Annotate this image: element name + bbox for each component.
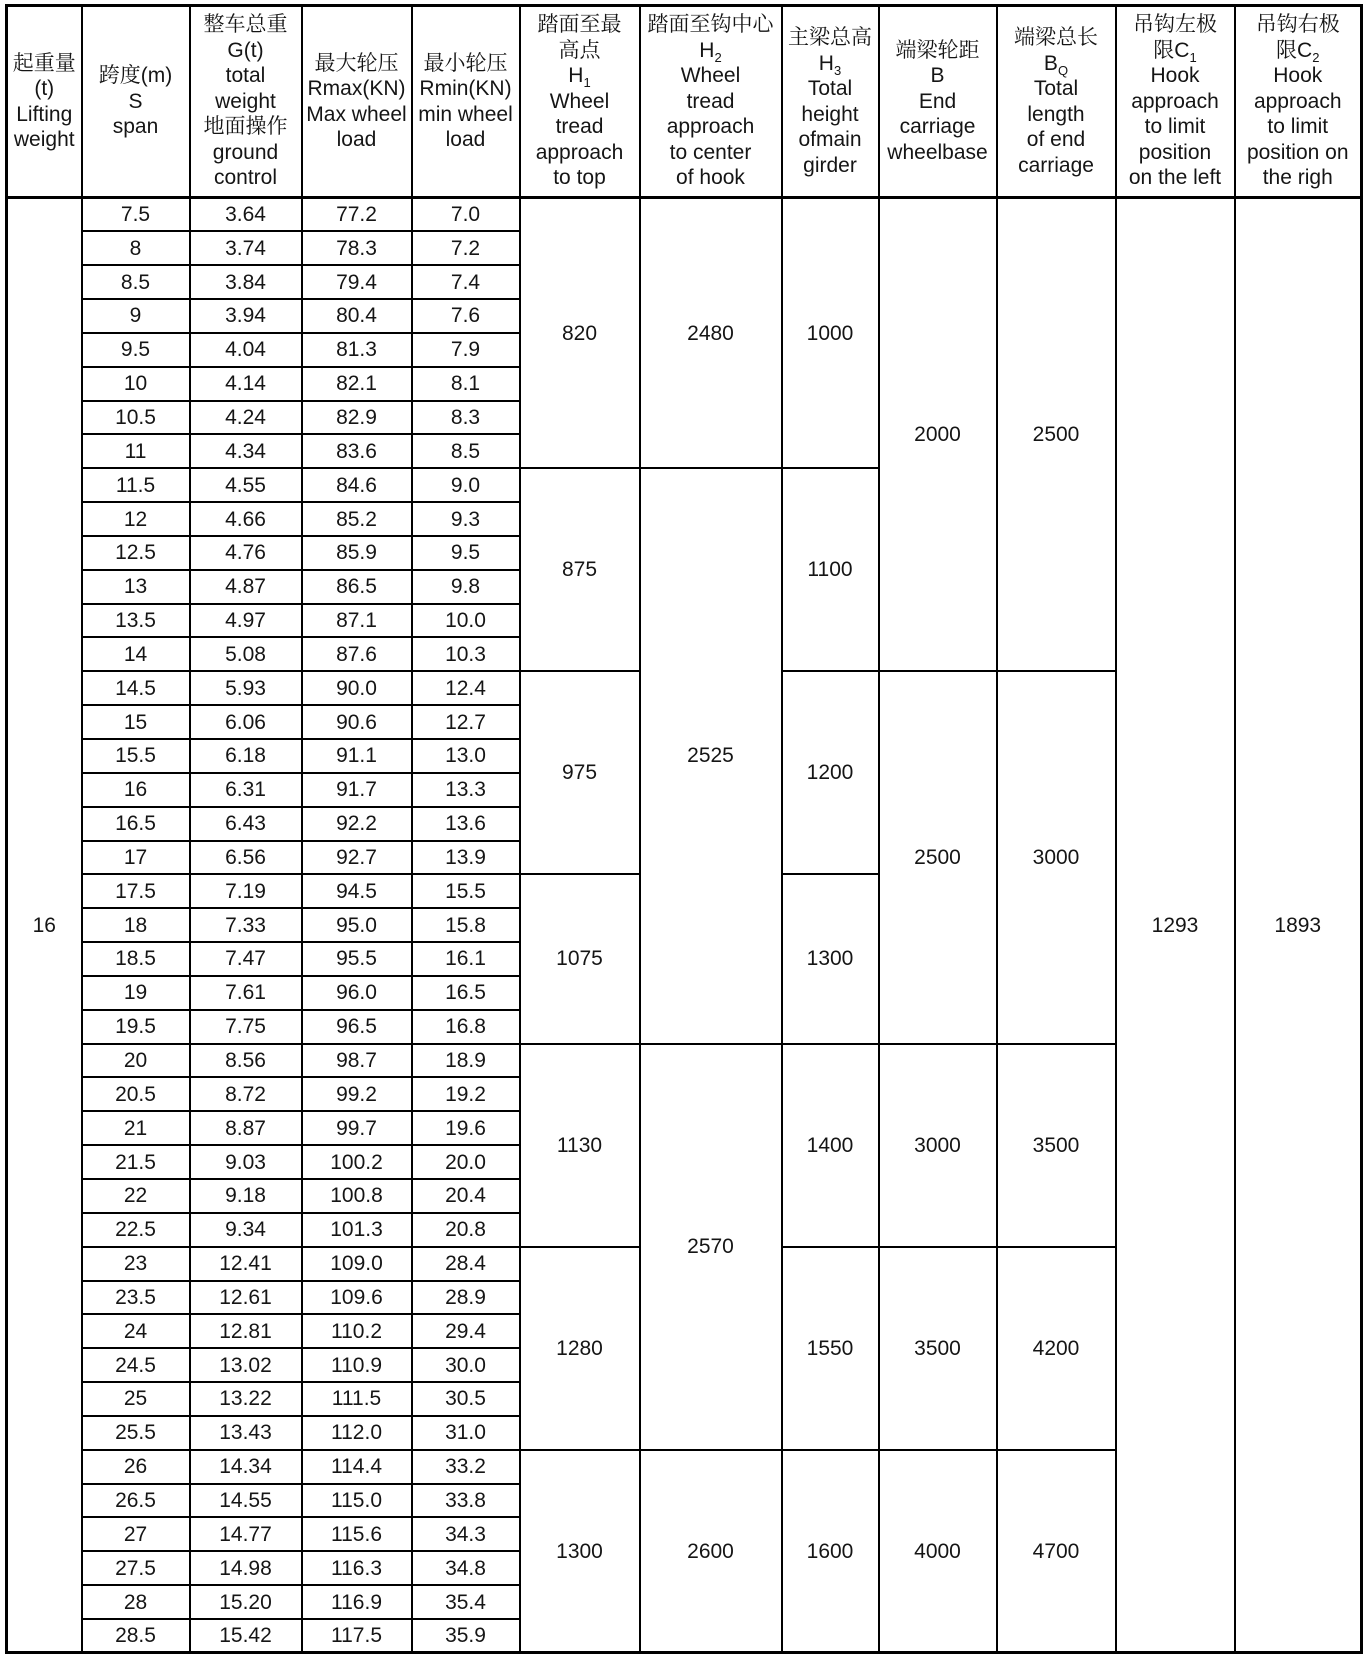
cell-weight: 4.97 (190, 604, 302, 638)
cell-rmin: 13.3 (412, 773, 520, 807)
cell-rmin: 10.0 (412, 604, 520, 638)
cell-rmax: 115.6 (302, 1517, 412, 1551)
cell-weight: 13.02 (190, 1348, 302, 1382)
cell-rmax: 92.7 (302, 841, 412, 875)
cell-h3: 1000 (782, 198, 879, 469)
cell-span: 11 (82, 434, 190, 468)
cell-weight: 3.74 (190, 231, 302, 265)
cell-rmax: 78.3 (302, 231, 412, 265)
cell-rmax: 85.9 (302, 536, 412, 570)
cell-weight: 5.93 (190, 671, 302, 705)
header-span: 跨度(m) S span (82, 6, 190, 198)
cell-h2: 2570 (640, 1044, 782, 1450)
cell-bq: 3000 (997, 671, 1116, 1043)
cell-rmin: 29.4 (412, 1314, 520, 1348)
cell-weight: 12.81 (190, 1314, 302, 1348)
cell-weight: 4.66 (190, 502, 302, 536)
cell-rmin: 28.4 (412, 1247, 520, 1281)
cell-weight: 14.98 (190, 1551, 302, 1585)
cell-span: 21 (82, 1111, 190, 1145)
cell-rmax: 85.2 (302, 502, 412, 536)
cell-rmax: 109.6 (302, 1281, 412, 1315)
cell-rmax: 90.0 (302, 671, 412, 705)
cell-rmax: 86.5 (302, 570, 412, 604)
cell-span: 19.5 (82, 1010, 190, 1044)
cell-weight: 12.61 (190, 1281, 302, 1315)
cell-weight: 13.43 (190, 1416, 302, 1450)
cell-span: 16 (82, 773, 190, 807)
cell-rmax: 77.2 (302, 198, 412, 232)
cell-lifting: 16 (7, 198, 82, 1653)
cell-b: 4000 (879, 1450, 997, 1653)
cell-h3: 1100 (782, 468, 879, 671)
cell-rmax: 94.5 (302, 874, 412, 908)
header-h2: 踏面至钩中心 $H_2$ Wheel tread approach to center of hook (640, 6, 782, 198)
cell-weight: 6.56 (190, 841, 302, 875)
table-header (7, 6, 1362, 198)
cell-rmax: 90.6 (302, 705, 412, 739)
cell-weight: 15.42 (190, 1619, 302, 1653)
cell-rmin: 35.9 (412, 1619, 520, 1653)
header-b: 端梁轮距 B End carriage wheelbase (879, 6, 997, 198)
cell-h3: 1600 (782, 1450, 879, 1653)
cell-rmax: 115.0 (302, 1484, 412, 1518)
cell-weight: 6.31 (190, 773, 302, 807)
cell-h1: 1300 (520, 1450, 640, 1653)
cell-weight: 14.77 (190, 1517, 302, 1551)
header-c2: 吊钩右极 限$C_2$ Hook approach to limit position on the righ (1235, 6, 1362, 198)
header-lifting: 起重量 (t) Lifting weight (7, 6, 82, 198)
cell-span: 26 (82, 1450, 190, 1484)
cell-rmin: 8.3 (412, 401, 520, 435)
cell-span: 23.5 (82, 1281, 190, 1315)
cell-h3: 1550 (782, 1247, 879, 1450)
cell-span: 14 (82, 637, 190, 671)
cell-span: 28.5 (82, 1619, 190, 1653)
header-c1: 吊钩左极 限$C_1$ Hook approach to limit position on the left (1116, 6, 1235, 198)
cell-span: 16.5 (82, 807, 190, 841)
cell-span: 23 (82, 1247, 190, 1281)
cell-rmin: 9.3 (412, 502, 520, 536)
cell-weight: 7.33 (190, 908, 302, 942)
cell-h1: 1075 (520, 874, 640, 1043)
cell-rmin: 18.9 (412, 1044, 520, 1078)
cell-span: 12 (82, 502, 190, 536)
cell-rmin: 30.0 (412, 1348, 520, 1382)
cell-weight: 14.55 (190, 1484, 302, 1518)
cell-rmax: 116.3 (302, 1551, 412, 1585)
cell-weight: 7.47 (190, 942, 302, 976)
cell-rmin: 9.0 (412, 468, 520, 502)
cell-bq: 3500 (997, 1044, 1116, 1247)
cell-rmax: 96.0 (302, 976, 412, 1010)
cell-rmin: 33.2 (412, 1450, 520, 1484)
header-bq: 端梁总长 $B_Q$ Total length of end carriage (997, 6, 1116, 198)
cell-span: 9 (82, 299, 190, 333)
cell-rmin: 7.2 (412, 231, 520, 265)
cell-rmin: 31.0 (412, 1416, 520, 1450)
cell-weight: 3.94 (190, 299, 302, 333)
cell-rmax: 82.9 (302, 401, 412, 435)
cell-bq: 4200 (997, 1247, 1116, 1450)
cell-rmin: 34.8 (412, 1551, 520, 1585)
cell-c1: 1293 (1116, 198, 1235, 1653)
cell-weight: 8.87 (190, 1111, 302, 1145)
cell-span: 7.5 (82, 198, 190, 232)
cell-span: 9.5 (82, 333, 190, 367)
cell-weight: 4.87 (190, 570, 302, 604)
cell-rmax: 83.6 (302, 434, 412, 468)
cell-weight: 8.72 (190, 1077, 302, 1111)
cell-h1: 975 (520, 671, 640, 874)
cell-span: 17.5 (82, 874, 190, 908)
cell-rmin: 20.0 (412, 1145, 520, 1179)
cell-rmin: 19.2 (412, 1077, 520, 1111)
cell-weight: 7.75 (190, 1010, 302, 1044)
cell-rmax: 80.4 (302, 299, 412, 333)
cell-rmin: 15.5 (412, 874, 520, 908)
cell-weight: 6.43 (190, 807, 302, 841)
cell-rmin: 20.8 (412, 1213, 520, 1247)
cell-weight: 9.03 (190, 1145, 302, 1179)
cell-bq: 2500 (997, 198, 1116, 672)
cell-rmax: 87.1 (302, 604, 412, 638)
cell-span: 19 (82, 976, 190, 1010)
cell-weight: 4.76 (190, 536, 302, 570)
cell-rmin: 13.0 (412, 739, 520, 773)
cell-rmin: 7.0 (412, 198, 520, 232)
cell-h1: 1280 (520, 1247, 640, 1450)
cell-rmax: 117.5 (302, 1619, 412, 1653)
header-h1: 踏面至最 高点 $H_1$ Wheel tread approach to top (520, 6, 640, 198)
cell-rmax: 112.0 (302, 1416, 412, 1450)
cell-rmin: 20.4 (412, 1179, 520, 1213)
cell-span: 24 (82, 1314, 190, 1348)
header-rmin: 最小轮压 Rmin(KN) min wheel load (412, 6, 520, 198)
cell-b: 3500 (879, 1247, 997, 1450)
cell-rmin: 7.6 (412, 299, 520, 333)
cell-span: 22.5 (82, 1213, 190, 1247)
cell-rmax: 79.4 (302, 265, 412, 299)
cell-rmin: 34.3 (412, 1517, 520, 1551)
cell-weight: 9.18 (190, 1179, 302, 1213)
cell-rmin: 7.9 (412, 333, 520, 367)
cell-b: 3000 (879, 1044, 997, 1247)
cell-rmax: 100.2 (302, 1145, 412, 1179)
cell-span: 26.5 (82, 1484, 190, 1518)
cell-span: 15.5 (82, 739, 190, 773)
cell-span: 13.5 (82, 604, 190, 638)
cell-h2: 2600 (640, 1450, 782, 1653)
cell-rmax: 81.3 (302, 333, 412, 367)
cell-rmax: 98.7 (302, 1044, 412, 1078)
cell-span: 28 (82, 1585, 190, 1619)
cell-b: 2500 (879, 671, 997, 1043)
cell-span: 12.5 (82, 536, 190, 570)
cell-rmax: 92.2 (302, 807, 412, 841)
cell-span: 13 (82, 570, 190, 604)
cell-rmax: 99.2 (302, 1077, 412, 1111)
cell-weight: 6.06 (190, 705, 302, 739)
cell-weight: 3.64 (190, 198, 302, 232)
cell-rmin: 16.1 (412, 942, 520, 976)
cell-h2: 2525 (640, 468, 782, 1043)
cell-weight: 4.24 (190, 401, 302, 435)
cell-span: 18.5 (82, 942, 190, 976)
cell-span: 21.5 (82, 1145, 190, 1179)
cell-rmin: 28.9 (412, 1281, 520, 1315)
cell-b: 2000 (879, 198, 997, 672)
cell-rmin: 12.7 (412, 705, 520, 739)
cell-rmin: 19.6 (412, 1111, 520, 1145)
cell-span: 24.5 (82, 1348, 190, 1382)
cell-rmin: 35.4 (412, 1585, 520, 1619)
cell-span: 10 (82, 367, 190, 401)
cell-h3: 1200 (782, 671, 879, 874)
cell-span: 14.5 (82, 671, 190, 705)
table-body (7, 198, 1362, 1653)
cell-rmax: 87.6 (302, 637, 412, 671)
cell-weight: 4.34 (190, 434, 302, 468)
cell-span: 20 (82, 1044, 190, 1078)
cell-span: 25.5 (82, 1416, 190, 1450)
header-rmax: 最大轮压 Rmax(KN) Max wheel load (302, 6, 412, 198)
cell-span: 27.5 (82, 1551, 190, 1585)
cell-rmax: 95.0 (302, 908, 412, 942)
cell-weight: 5.08 (190, 637, 302, 671)
cell-rmin: 16.5 (412, 976, 520, 1010)
cell-weight: 4.14 (190, 367, 302, 401)
cell-rmax: 109.0 (302, 1247, 412, 1281)
header-weight: 整车总重 G(t) total weight 地面操作 ground control (190, 6, 302, 198)
cell-weight: 14.34 (190, 1450, 302, 1484)
cell-rmax: 95.5 (302, 942, 412, 976)
cell-rmin: 8.1 (412, 367, 520, 401)
cell-span: 8.5 (82, 265, 190, 299)
cell-rmax: 111.5 (302, 1382, 412, 1416)
cell-h3: 1400 (782, 1044, 879, 1247)
cell-weight: 9.34 (190, 1213, 302, 1247)
cell-bq: 4700 (997, 1450, 1116, 1653)
cell-rmin: 15.8 (412, 908, 520, 942)
cell-rmax: 96.5 (302, 1010, 412, 1044)
cell-rmax: 116.9 (302, 1585, 412, 1619)
cell-rmin: 30.5 (412, 1382, 520, 1416)
cell-span: 11.5 (82, 468, 190, 502)
cell-weight: 4.04 (190, 333, 302, 367)
cell-span: 15 (82, 705, 190, 739)
cell-h1: 875 (520, 468, 640, 671)
header-row (7, 6, 1362, 198)
cell-weight: 15.20 (190, 1585, 302, 1619)
cell-h1: 820 (520, 198, 640, 469)
cell-rmin: 13.9 (412, 841, 520, 875)
cell-span: 8 (82, 231, 190, 265)
cell-rmax: 91.1 (302, 739, 412, 773)
cell-rmin: 12.4 (412, 671, 520, 705)
cell-span: 18 (82, 908, 190, 942)
cell-rmin: 9.8 (412, 570, 520, 604)
cell-weight: 7.19 (190, 874, 302, 908)
cell-h3: 1300 (782, 874, 879, 1043)
cell-rmax: 82.1 (302, 367, 412, 401)
header-h3: 主梁总高 $H_3$ Total height ofmain girder (782, 6, 879, 198)
cell-weight: 7.61 (190, 976, 302, 1010)
cell-rmax: 91.7 (302, 773, 412, 807)
cell-weight: 6.18 (190, 739, 302, 773)
cell-rmax: 84.6 (302, 468, 412, 502)
cell-rmin: 7.4 (412, 265, 520, 299)
cell-span: 27 (82, 1517, 190, 1551)
cell-rmin: 16.8 (412, 1010, 520, 1044)
cell-span: 10.5 (82, 401, 190, 435)
cell-weight: 13.22 (190, 1382, 302, 1416)
cell-rmin: 10.3 (412, 637, 520, 671)
cell-weight: 8.56 (190, 1044, 302, 1078)
crane-spec-table (5, 4, 1363, 1654)
cell-span: 22 (82, 1179, 190, 1213)
cell-span: 20.5 (82, 1077, 190, 1111)
cell-weight: 3.84 (190, 265, 302, 299)
cell-c2: 1893 (1235, 198, 1362, 1653)
table-row (7, 198, 1362, 232)
cell-h2: 2480 (640, 198, 782, 469)
cell-rmax: 110.9 (302, 1348, 412, 1382)
cell-span: 17 (82, 841, 190, 875)
cell-rmin: 33.8 (412, 1484, 520, 1518)
cell-h1: 1130 (520, 1044, 640, 1247)
cell-span: 25 (82, 1382, 190, 1416)
cell-rmax: 114.4 (302, 1450, 412, 1484)
cell-rmin: 8.5 (412, 434, 520, 468)
cell-rmax: 99.7 (302, 1111, 412, 1145)
cell-rmin: 13.6 (412, 807, 520, 841)
cell-rmax: 110.2 (302, 1314, 412, 1348)
cell-weight: 12.41 (190, 1247, 302, 1281)
cell-rmax: 100.8 (302, 1179, 412, 1213)
cell-weight: 4.55 (190, 468, 302, 502)
cell-rmin: 9.5 (412, 536, 520, 570)
cell-rmax: 101.3 (302, 1213, 412, 1247)
